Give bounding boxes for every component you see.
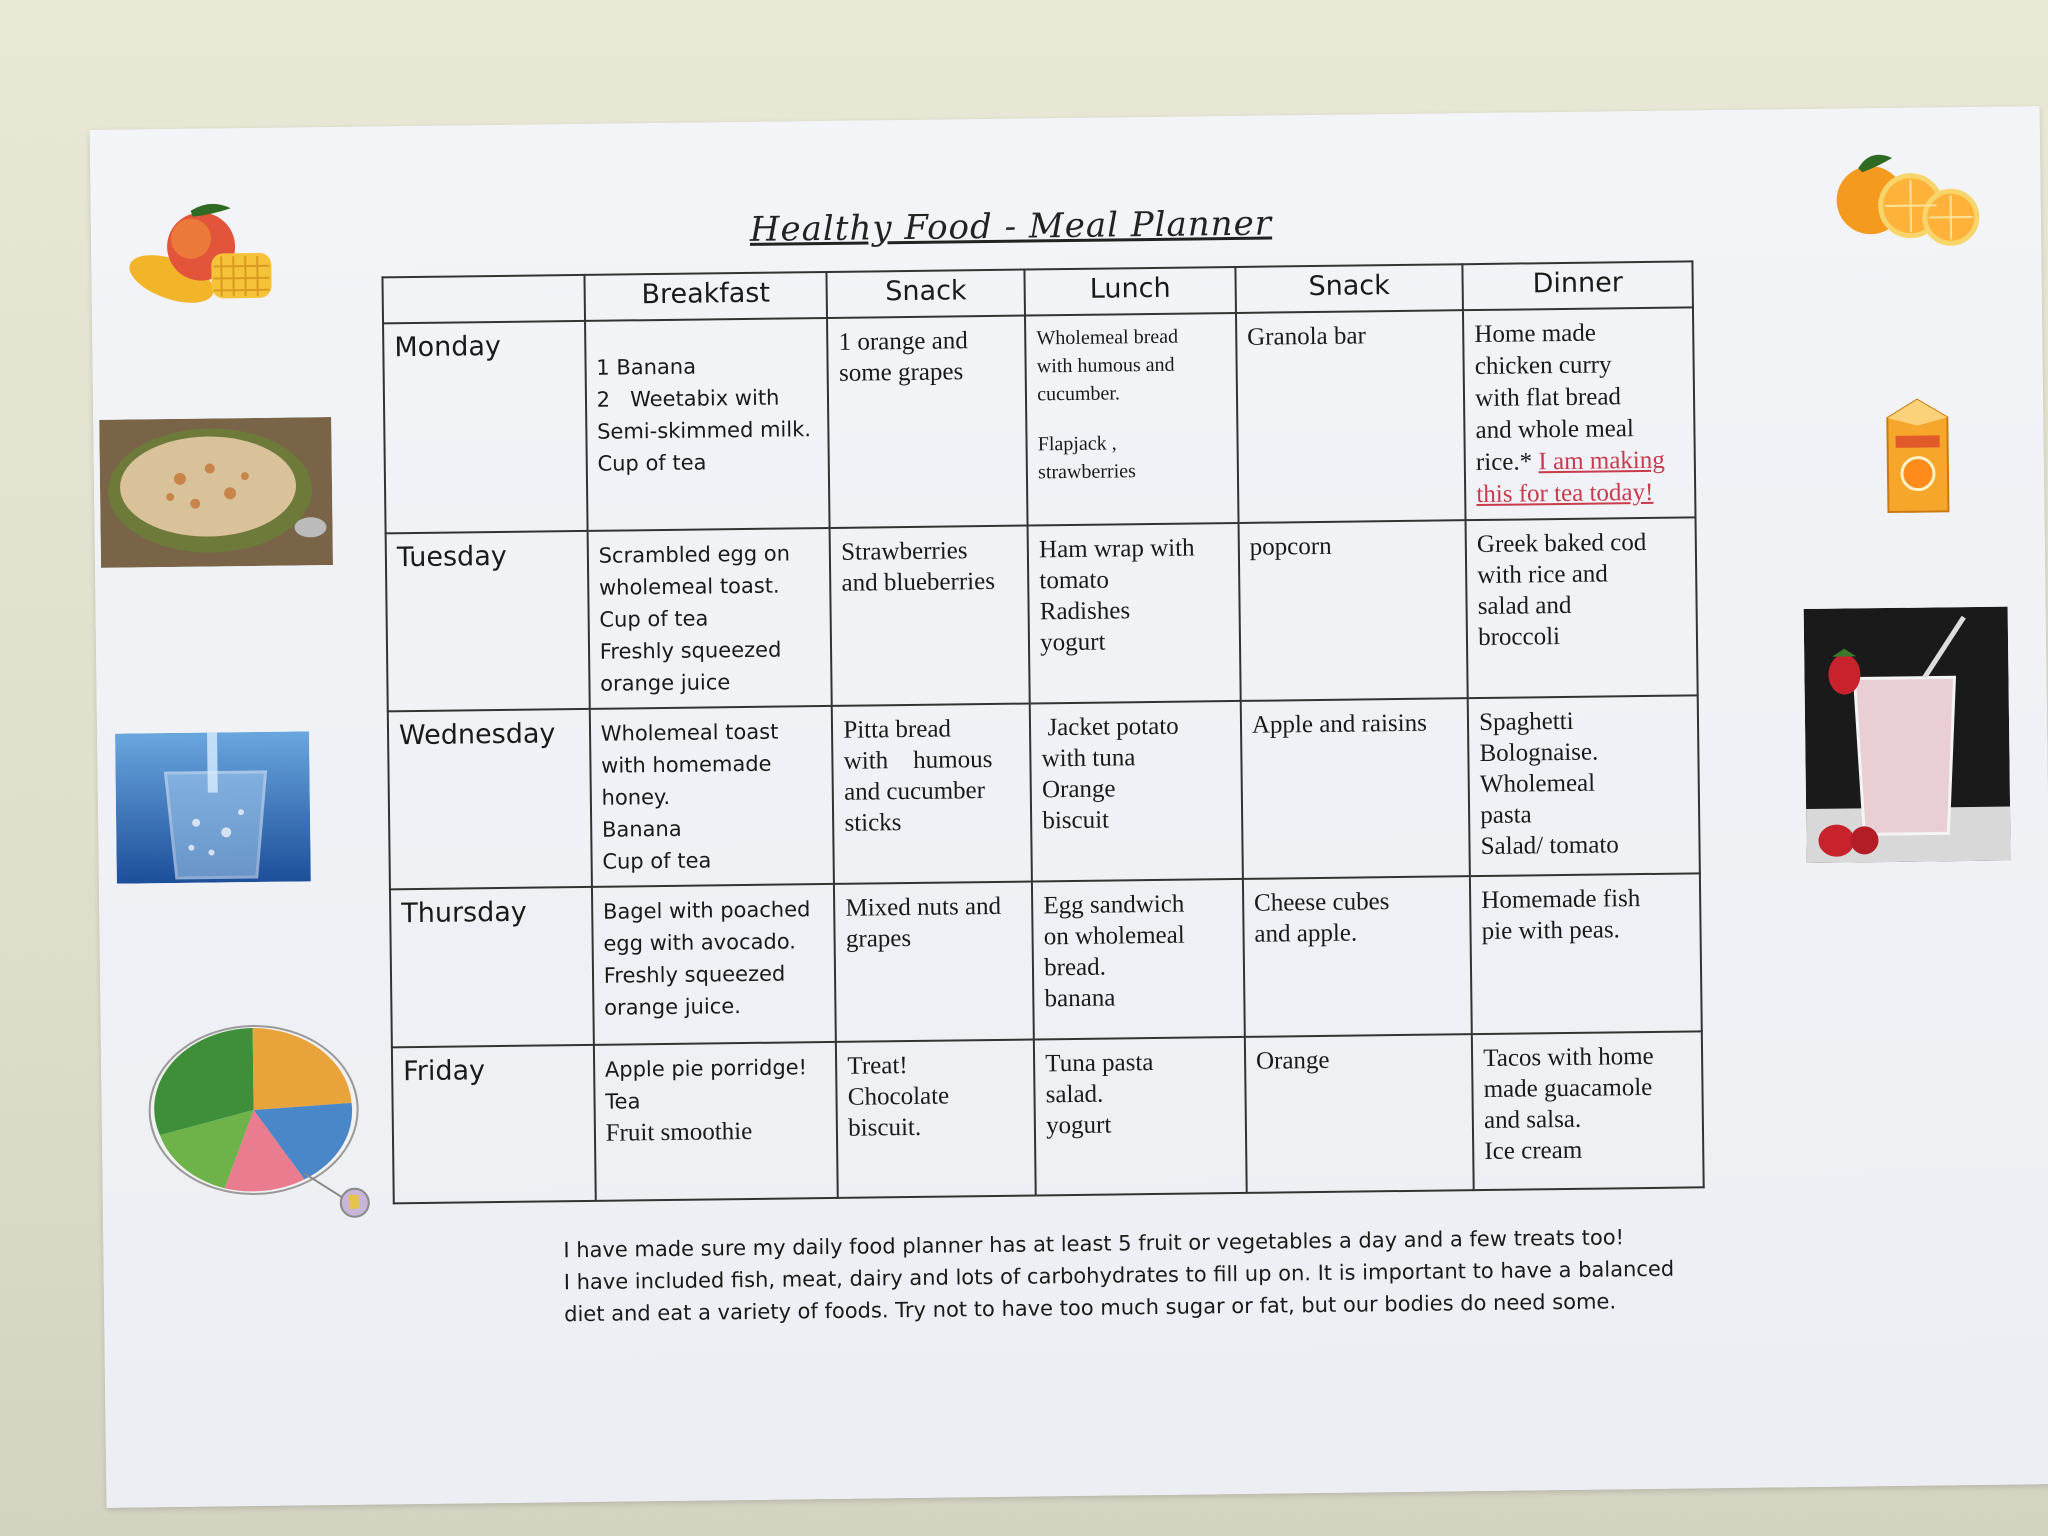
cell-line: with tuna <box>1041 744 1136 773</box>
cell-line: Flapjack , <box>1037 432 1117 456</box>
cell-line: Freshly squeezed <box>603 961 786 988</box>
cell-line: honey. <box>601 784 671 810</box>
dinner-cell <box>1470 873 1702 1034</box>
cell-line: Tuna pasta <box>1045 1049 1154 1078</box>
cell-line: Freshly squeezed <box>599 637 782 664</box>
lunch-cell <box>1025 313 1238 526</box>
lunch-cell <box>1030 701 1243 882</box>
cell-line: with flat bread <box>1475 383 1622 413</box>
cell-line: egg with avocado. <box>603 929 797 956</box>
snack-cell <box>834 882 1034 1042</box>
header-snack: Snack <box>1235 264 1463 313</box>
cell-line: some grapes <box>838 358 964 387</box>
cell-gap <box>1037 406 1226 430</box>
cell-line: Cheese cubes <box>1253 888 1390 917</box>
cell-line: with rice and <box>1477 560 1609 590</box>
cell-line: biscuit. <box>848 1113 922 1142</box>
page-title: Healthy Food - Meal Planner <box>749 203 1273 250</box>
footer-note <box>563 1220 1744 1330</box>
cell-line: Tacos with home <box>1483 1042 1654 1073</box>
table-row <box>386 517 1698 711</box>
mango-image <box>121 198 282 320</box>
cell-line: Pitta bread <box>843 715 952 744</box>
table-row <box>383 307 1695 533</box>
cell-line: Wholemeal bread <box>1036 325 1179 350</box>
snack-cell <box>832 704 1032 884</box>
header-corner <box>382 275 584 323</box>
snack-cell <box>1241 698 1470 879</box>
snack-cell <box>1243 876 1472 1037</box>
cell-line: strawberries <box>1037 460 1136 484</box>
cell-line: Semi-skimmed milk. <box>596 417 812 444</box>
cell-line: Jacket potato <box>1041 712 1179 742</box>
footer-line: I have made sure my daily food planner has at least 5 fruit or vegetables a day and a few treats too! <box>563 1225 1625 1263</box>
table-row <box>390 873 1702 1047</box>
cell-line: salad. <box>1045 1080 1104 1109</box>
orange-juice-carton-image <box>1877 395 1958 516</box>
cell-line: and whole meal <box>1475 415 1635 445</box>
meal-planner-table <box>381 260 1704 1204</box>
cell-line: Strawberries <box>841 537 968 566</box>
cell-line: Egg sandwich <box>1043 890 1185 920</box>
cell-line: Treat! <box>847 1052 908 1080</box>
snack-cell <box>1245 1034 1474 1193</box>
header-dinner: Dinner <box>1463 261 1693 310</box>
day-cell: Tuesday <box>386 531 590 711</box>
breakfast-cell <box>592 884 836 1045</box>
cell-line: Apple and raisins <box>1251 709 1428 739</box>
dinner-note: I am making this for tea today! <box>1476 446 1665 509</box>
cell-line: rice.* <box>1475 448 1533 477</box>
cell-line: tomato <box>1039 566 1110 595</box>
cell-line: Granola bar <box>1246 322 1367 351</box>
strawberry-smoothie-image <box>1804 607 2011 863</box>
dinner-cell <box>1466 517 1698 698</box>
dinner-cell <box>1468 695 1700 876</box>
cell-line: cucumber. <box>1037 382 1121 406</box>
header-breakfast: Breakfast <box>584 272 827 321</box>
cell-line: biscuit <box>1042 806 1110 835</box>
cell-line: yogurt <box>1040 628 1106 657</box>
cell-line: Cup of tea <box>597 450 707 476</box>
cell-line: yogurt <box>1045 1111 1112 1140</box>
cell-line: broccoli <box>1477 623 1561 652</box>
cell-line: orange juice <box>600 670 731 696</box>
cell-line: Cup of tea <box>602 848 712 874</box>
cell-line: with homemade <box>601 751 772 778</box>
cell-line: Radishes <box>1039 597 1131 626</box>
cell-line: with humous and <box>1036 353 1175 378</box>
eatwell-plate-image <box>143 1022 385 1221</box>
cell-line: Wholemeal <box>1479 769 1596 799</box>
header-snack: Snack <box>827 270 1025 318</box>
cell-line: orange juice. <box>604 994 742 1020</box>
cell-line: Orange <box>1041 775 1116 804</box>
cell-line: Tea <box>605 1089 641 1114</box>
day-cell: Monday <box>383 321 587 533</box>
table-row <box>392 1031 1704 1203</box>
cell-line: pie with peas. <box>1481 916 1621 946</box>
cell-line: Bagel with poached <box>602 897 811 924</box>
oranges-image <box>1830 147 1981 259</box>
snack-cell <box>830 526 1030 706</box>
day-cell: Thursday <box>390 887 594 1047</box>
snack-cell <box>1238 520 1467 701</box>
cell-line: and salsa. <box>1483 1105 1582 1135</box>
day-cell: Friday <box>392 1045 596 1203</box>
cell-line: 1 orange and <box>838 327 968 356</box>
porridge-bowl-image <box>99 417 333 568</box>
breakfast-cell <box>585 318 830 531</box>
cell-line: Bolognaise. <box>1479 738 1599 768</box>
meal-planner-sheet <box>90 106 2048 1508</box>
table-row <box>388 695 1700 889</box>
cell-line: with humous <box>843 745 993 775</box>
cell-line: salad and <box>1477 591 1572 621</box>
glass-of-water-image <box>115 731 311 883</box>
cell-line: made guacamole <box>1483 1073 1653 1104</box>
cell-line: pasta <box>1480 801 1532 830</box>
day-cell: Wednesday <box>388 709 592 889</box>
breakfast-cell <box>587 528 832 709</box>
snack-cell <box>836 1039 1036 1197</box>
cell-line: and cucumber <box>843 777 986 806</box>
breakfast-cell <box>589 706 834 887</box>
cell-line: Wholemeal toast <box>600 719 779 746</box>
cell-line: grapes <box>845 924 912 953</box>
cell-line: Spaghetti <box>1478 707 1574 737</box>
cell-line: Ham wrap with <box>1038 534 1195 564</box>
lunch-cell <box>1028 523 1241 704</box>
cell-line: Greek baked cod <box>1476 528 1647 559</box>
cell-line: Mixed nuts and <box>845 892 1002 922</box>
breakfast-cell <box>594 1042 838 1201</box>
cell-line: Homemade fish <box>1481 885 1641 915</box>
cell-line: on wholemeal <box>1043 921 1185 951</box>
cell-line: Chocolate <box>847 1082 950 1111</box>
header-lunch: Lunch <box>1025 267 1236 316</box>
cell-line: bread. <box>1044 953 1107 982</box>
cell-line: Orange <box>1255 1046 1330 1075</box>
cell-line: Cup of tea <box>599 606 709 632</box>
cell-line: wholemeal toast. <box>598 573 780 600</box>
cell-line: Fruit smoothie <box>605 1117 753 1147</box>
cell-line: and apple. <box>1254 919 1358 948</box>
cell-line: Scrambled egg on <box>598 541 791 568</box>
cell-line: sticks <box>844 809 902 837</box>
footer-line: I have included fish, meat, dairy and lots of carbohydrates to fill up on. It is important to have a balanced <box>563 1256 1675 1295</box>
snack-cell <box>1236 310 1466 523</box>
cell-line: and blueberries <box>841 567 996 597</box>
lunch-cell <box>1032 879 1245 1040</box>
dinner-cell <box>1463 307 1695 520</box>
dinner-cell <box>1472 1031 1704 1190</box>
cell-line: Home made <box>1474 319 1597 349</box>
cell-line: Apple pie porridge! <box>604 1055 808 1082</box>
lunch-cell <box>1034 1037 1247 1196</box>
snack-cell <box>827 316 1027 528</box>
cell-line: popcorn <box>1249 532 1332 561</box>
cell-line: chicken curry <box>1474 351 1612 381</box>
cell-line: 1 Banana <box>596 354 697 380</box>
footer-line: diet and eat a variety of foods. Try not to have too much sugar or fat, but our bodies do need some. <box>564 1289 1617 1327</box>
cell-line: banana <box>1044 984 1116 1013</box>
cell-line: Ice cream <box>1484 1136 1583 1165</box>
cell-line: 2 Weetabix with <box>596 385 780 412</box>
cell-line: Banana <box>601 816 682 842</box>
cell-line: Salad/ tomato <box>1480 831 1619 861</box>
